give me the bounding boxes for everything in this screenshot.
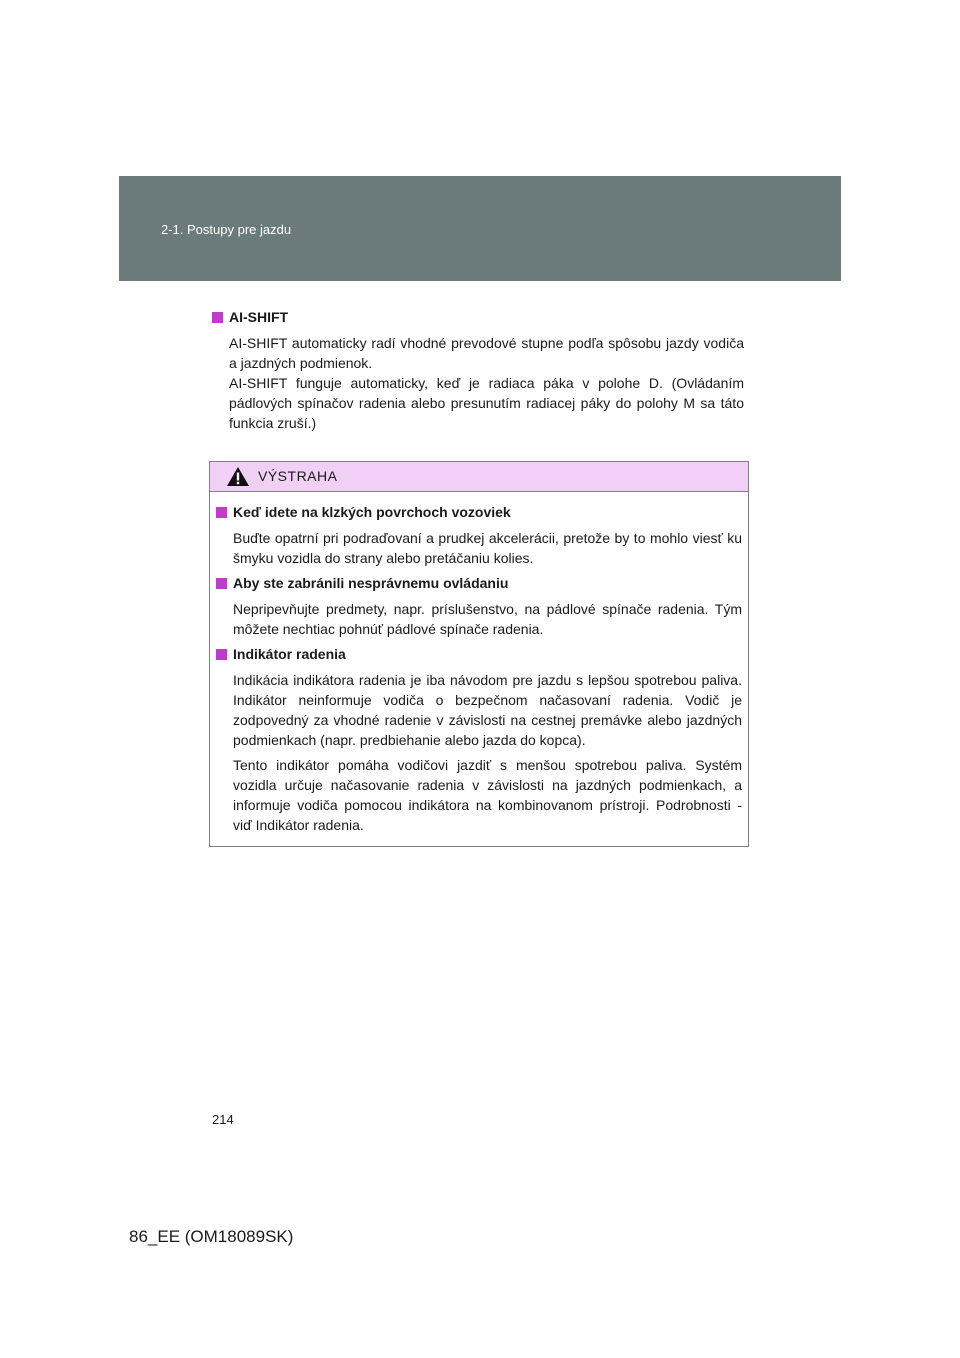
- square-bullet-icon: [216, 649, 227, 660]
- heading-text: AI-SHIFT: [229, 309, 289, 325]
- square-bullet-icon: [216, 578, 227, 589]
- paragraph: Indikácia indikátora radenia je iba návodom pre jazdu s lepšou spotrebou paliva. Indikátor neinformuje vodiča o bezpečnom načasovaní radenia. Vodič je zodpovedný za vhodné radenie v závislosti na cestnej premávke alebo jazdných podmienkach (napr. predbiehanie alebo jazda do kopca).: [233, 672, 742, 748]
- heading-text: Keď idete na klzkých povrchoch vozoviek: [233, 504, 511, 520]
- warning-section: [216, 503, 742, 568]
- square-bullet-icon: [216, 507, 227, 518]
- header-band: [119, 176, 841, 281]
- section-heading: [212, 308, 744, 327]
- warning-body: [210, 492, 748, 835]
- square-bullet-icon: [212, 312, 223, 323]
- warning-box: [209, 461, 749, 847]
- heading-text: Aby ste zabránili nesprávnemu ovládaniu: [233, 575, 509, 591]
- warning-section: [216, 574, 742, 639]
- warning-section-heading: [216, 645, 742, 664]
- document-code: 86_EE (OM18089SK): [129, 1227, 294, 1246]
- paragraph: AI-SHIFT automaticky radí vhodné prevodové stupne podľa spôsobu jazdy vodiča a jazdných podmienok.: [229, 335, 744, 371]
- paragraph: Tento indikátor pomáha vodičovi jazdiť s menšou spotrebou paliva. Systém vozidla určuje načasovanie radenia v závislosti na jazdných podmienkach, a informuje vodiča pomocou indikátora na kombinovanom prístroji. Podrobnosti - viď Indikátor radenia.: [233, 757, 742, 833]
- warning-header: [210, 462, 748, 492]
- main-content: [212, 308, 744, 433]
- section-title: 2-1. Postupy pre jazdu: [161, 222, 292, 237]
- warning-section: [216, 645, 742, 835]
- warning-section-heading: [216, 503, 742, 522]
- paragraph: AI-SHIFT funguje automaticky, keď je radiaca páka v polohe D. (Ovládaním pádlových spínačov radenia alebo presunutím radiacej páky do polohy M sa táto funkcia zruší.): [229, 375, 744, 431]
- warning-section-heading: [216, 574, 742, 593]
- warning-title: VÝSTRAHA: [258, 468, 338, 484]
- warning-triangle-icon: [226, 466, 250, 487]
- heading-text: Indikátor radenia: [233, 646, 346, 662]
- page-number: 214: [212, 1112, 234, 1127]
- paragraph: Buďte opatrní pri podraďovaní a prudkej akcelerácii, pretože by to mohlo viesť ku šmyku vozidla do strany alebo pretáčaniu kolies.: [233, 530, 742, 566]
- paragraph: Nepripevňujte predmety, napr. príslušenstvo, na pádlové spínače radenia. Tým môžete nechtiac pohnúť pádlové spínače radenia.: [233, 601, 742, 637]
